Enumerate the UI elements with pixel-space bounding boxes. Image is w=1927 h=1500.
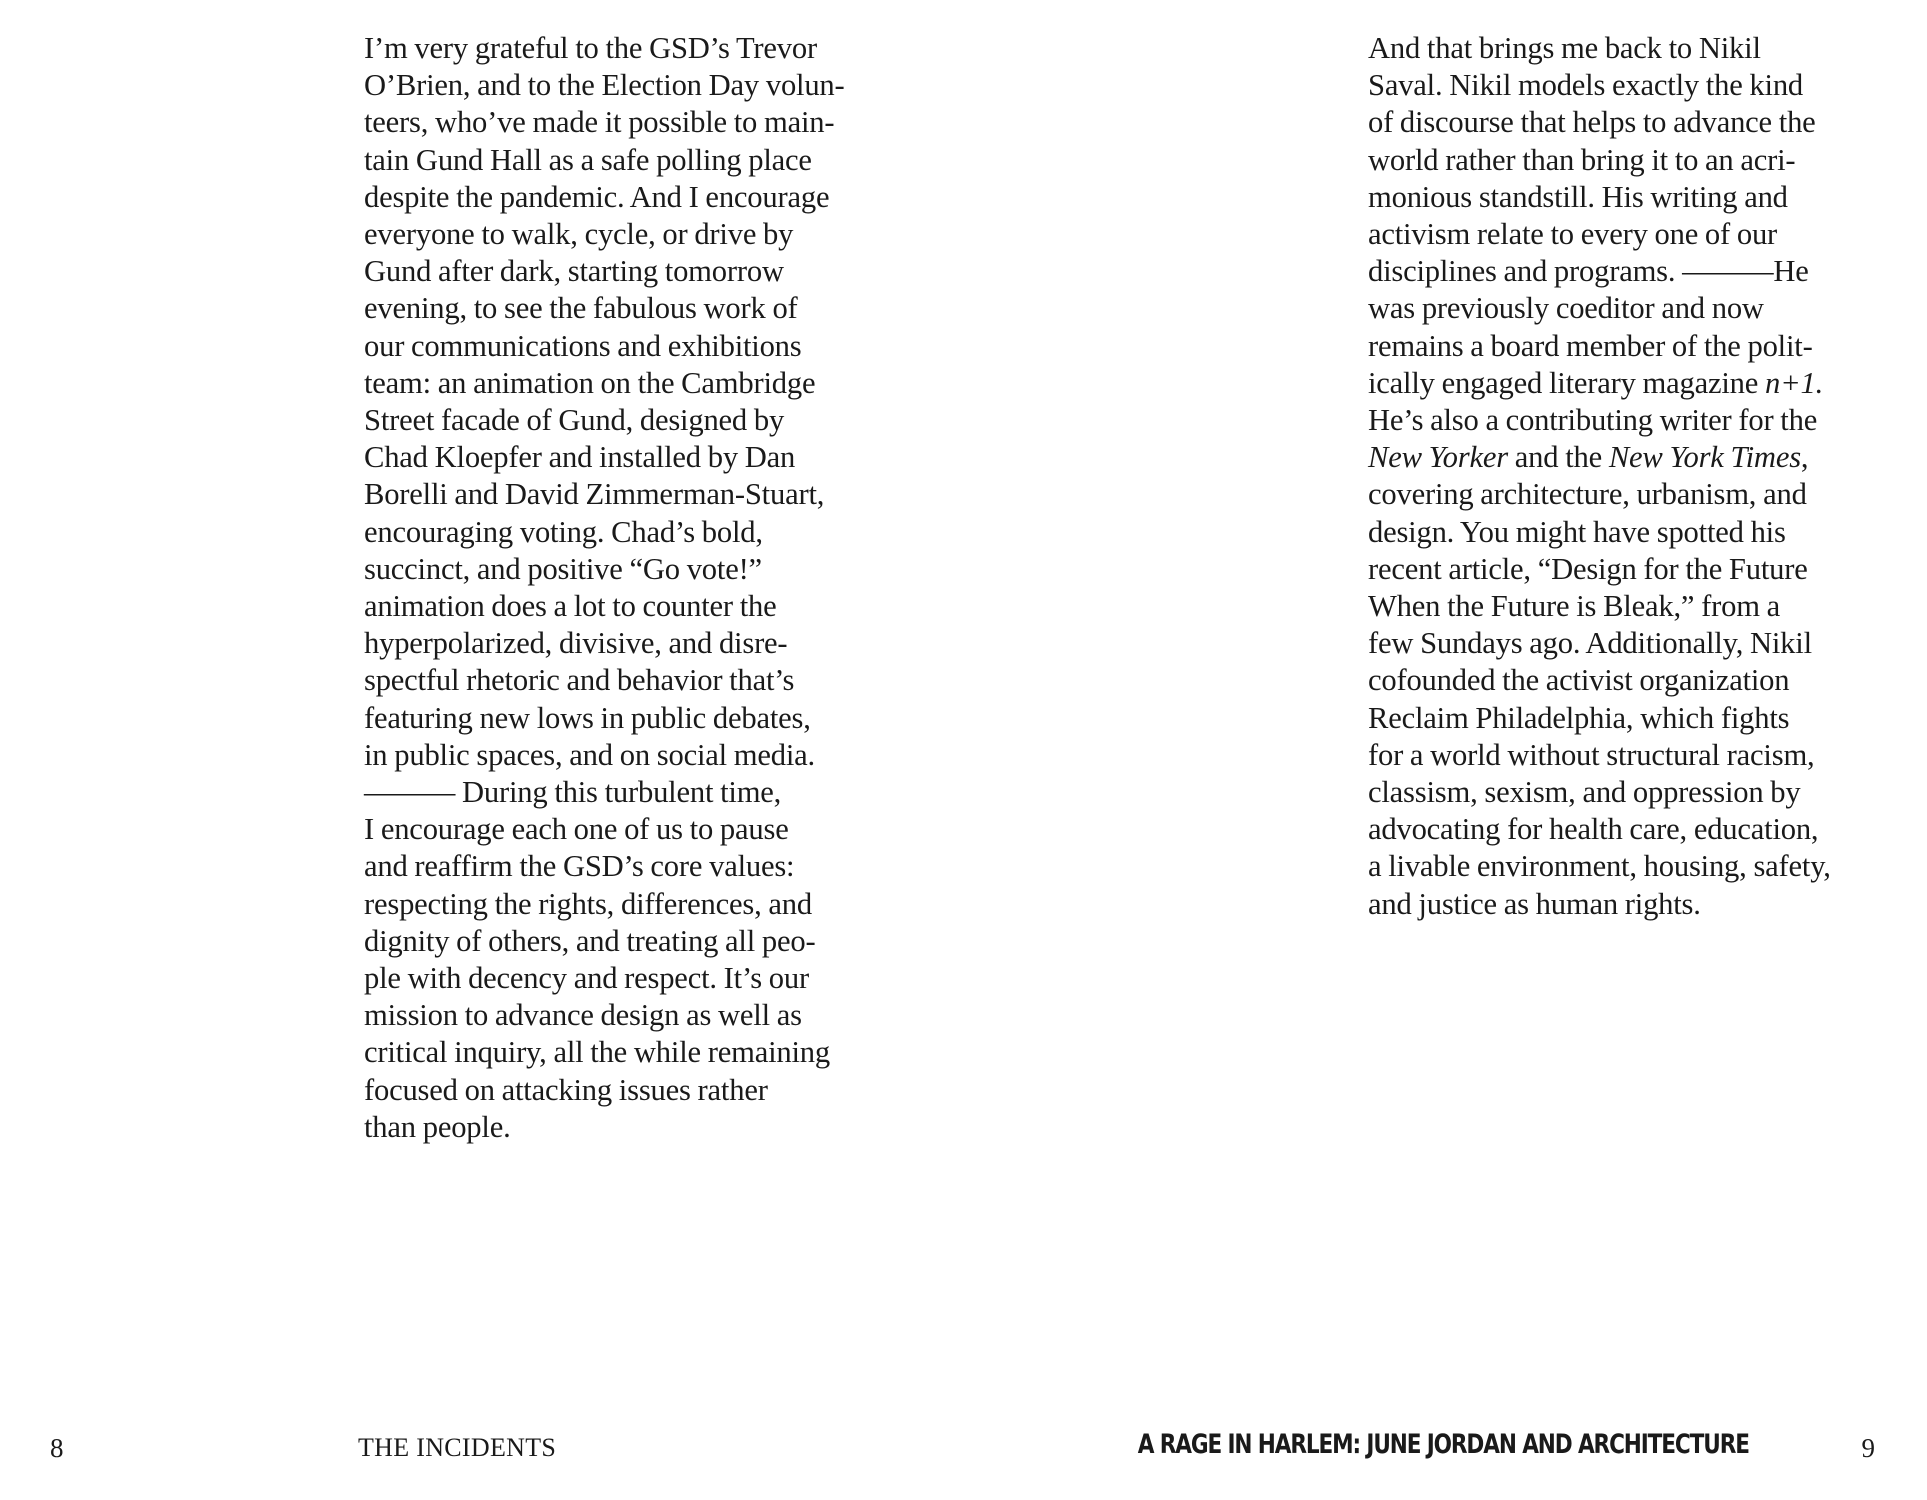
text-line: evening, to see the fabulous work of [364,291,798,326]
text-line: succinct, and positive “Go vote!” [364,551,762,586]
text-line: and reaffirm the GSD’s core values: [364,849,795,884]
text-line: Street facade of Gund, designed by [364,403,785,438]
text-line: of discourse that helps to advance the [1368,105,1816,140]
text-line: I encourage each one of us to pause [364,812,789,847]
text-line: He’s also a contributing writer for the [1368,403,1818,438]
text-line: dignity of others, and treating all peo- [364,923,816,958]
text-line: few Sundays ago. Additionally, Nikil [1368,626,1812,661]
text-line: teers, who’ve made it possible to main- [364,105,835,140]
text-line: Chad Kloepfer and installed by Dan [364,440,796,475]
text-line: Gund after dark, starting tomorrow [364,254,784,289]
text-line: our communications and exhibitions [364,328,802,363]
text-line: Reclaim Philadelphia, which fights [1368,700,1790,735]
running-head-left: THE INCIDENTS [358,1433,557,1462]
text-line: than people. [364,1109,511,1144]
text-line: and justice as human rights. [1368,886,1701,921]
text-line: recent article, “Design for the Future [1368,551,1808,586]
text-line: Borelli and David Zimmerman-Stuart, [364,477,825,512]
right-text-column [1368,30,1927,923]
magazine-title: n+1. [1765,365,1824,400]
text-segment: ically engaged literary magazine [1368,365,1766,400]
text-segment: , [1800,440,1809,475]
text-line: monious standstill. His writing and [1368,179,1788,214]
text-line: focused on attacking issues rather [364,1072,768,1107]
text-line: disciplines and programs. ———He [1368,254,1809,289]
text-line: mission to advance design as well as [364,998,802,1033]
text-line: featuring new lows in public debates, [364,700,811,735]
text-line: was previously coeditor and now [1368,291,1764,326]
page-number-right: 9 [1861,1433,1875,1463]
text-line: When the Future is Bleak,” from a [1368,589,1781,624]
text-line: everyone to walk, cycle, or drive by [364,217,794,252]
text-line: cofounded the activist organization [1368,663,1790,698]
text-line: respecting the rights, differences, and [364,886,812,921]
text-line: critical inquiry, all the while remaining [364,1035,830,1070]
text-line [1368,365,1927,402]
text-line: encouraging voting. Chad’s bold, [364,514,763,549]
text-line: a livable environment, housing, safety, [1368,849,1831,884]
text-line: Saval. Nikil models exactly the kind [1368,68,1804,103]
running-head-right: A RAGE IN HARLEM: JUNE JORDAN AND ARCHITECTURE [1137,1429,1749,1460]
publication-title: New York Times [1608,440,1801,475]
text-line: covering architecture, urbanism, and [1368,477,1807,512]
text-line: ple with decency and respect. It’s our [364,961,809,996]
right-page [963,0,1927,1500]
left-page [0,0,963,1500]
text-line: hyperpolarized, divisive, and disre- [364,626,788,661]
text-line: tain Gund Hall as a safe polling place [364,142,812,177]
text-line: advocating for health care, education, [1368,812,1819,847]
text-line: in public spaces, and on social media. [364,737,815,772]
text-line: animation does a lot to counter the [364,589,777,624]
text-line: spectful rhetoric and behavior that’s [364,663,795,698]
text-line: ——— During this turbulent time, [364,775,782,810]
text-line: team: an animation on the Cambridge [364,365,816,400]
text-line: I’m very grateful to the GSD’s Trevor [364,31,817,65]
text-line: despite the pandemic. And I encourage [364,179,830,214]
text-segment: and the [1507,440,1609,475]
text-line: for a world without structural racism, [1368,737,1815,772]
text-line: And that brings me back to Nikil [1368,31,1761,65]
text-line: O’Brien, and to the Election Day volun- [364,68,845,103]
text-line: activism relate to every one of our [1368,217,1778,252]
left-text-column [364,30,924,1146]
text-line: remains a board member of the polit- [1368,328,1813,363]
text-line: classism, sexism, and oppression by [1368,775,1801,810]
text-line: design. You might have spotted his [1368,514,1786,549]
page-number-left: 8 [50,1433,64,1463]
text-line: world rather than bring it to an acri- [1368,142,1796,177]
publication-title: New Yorker [1368,440,1508,475]
text-line [1368,439,1927,476]
